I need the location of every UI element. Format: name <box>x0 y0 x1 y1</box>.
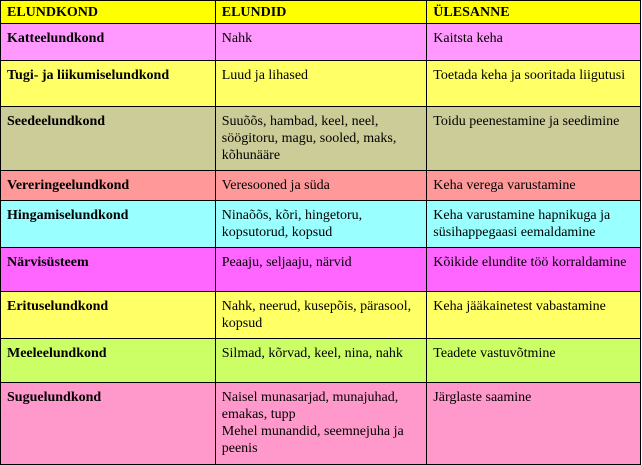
organs-cell: Nahk, neerud, kusepõis, pärasool, kopsud <box>215 292 427 339</box>
system-name: Suguelundkond <box>1 383 216 465</box>
table-row <box>1 61 641 107</box>
system-name: Katteelundkond <box>1 24 216 61</box>
task-cell: Teadete vastuvõtmine <box>427 339 641 383</box>
system-name: Seedeelundkond <box>1 107 216 171</box>
organs-cell: Silmad, kõrvad, keel, nina, nahk <box>215 339 427 383</box>
task-cell: Keha varustamine hapnikuga ja süsihappegaasi eemaldamine <box>427 201 641 248</box>
task-cell: Toidu peenestamine ja seedimine <box>427 107 641 171</box>
header-organs: ELUNDID <box>215 1 427 24</box>
system-name: Erituselundkond <box>1 292 216 339</box>
table-row <box>1 171 641 201</box>
header-task: ÜLESANNE <box>427 1 641 24</box>
organs-cell: Nahk <box>215 24 427 61</box>
table-row <box>1 248 641 292</box>
organs-female: Naisel munasarjad, munajuhad, emakas, tupp <box>221 390 399 422</box>
system-name: Tugi- ja liikumiselundkond <box>1 61 216 107</box>
organs-cell: Veresooned ja süda <box>215 171 427 201</box>
table-row <box>1 383 641 465</box>
task-cell: Kõikide elundite töö korraldamine <box>427 248 641 292</box>
table-row <box>1 24 641 61</box>
table-body <box>1 24 641 465</box>
system-name: Meeleelundkond <box>1 339 216 383</box>
organs-cell <box>215 383 427 465</box>
task-cell: Järglaste saamine <box>427 383 641 465</box>
organs-cell: Peaaju, seljaaju, närvid <box>215 248 427 292</box>
table-row <box>1 107 641 171</box>
organs-male: Mehel munandid, seemnejuha ja peenis <box>221 424 404 456</box>
task-cell: Keha jääkainetest vabastamine <box>427 292 641 339</box>
table-row <box>1 292 641 339</box>
task-cell: Toetada keha ja sooritada liigutusi <box>427 61 641 107</box>
organs-cell: Suuõõs, hambad, keel, neel, söögitoru, magu, sooled, maks, kõhunääre <box>215 107 427 171</box>
system-name: Hingamiselundkond <box>1 201 216 248</box>
organs-cell: Luud ja lihased <box>215 61 427 107</box>
system-name: Närvisüsteem <box>1 248 216 292</box>
table-row <box>1 339 641 383</box>
system-name: Vereringeelundkond <box>1 171 216 201</box>
header-row <box>1 1 641 24</box>
table-row <box>1 201 641 248</box>
organs-cell: Ninaõõs, kõri, hingetoru, kopsutorud, kopsud <box>215 201 427 248</box>
header-system: ELUNDKOND <box>1 1 216 24</box>
task-cell: Keha verega varustamine <box>427 171 641 201</box>
task-cell: Kaitsta keha <box>427 24 641 61</box>
